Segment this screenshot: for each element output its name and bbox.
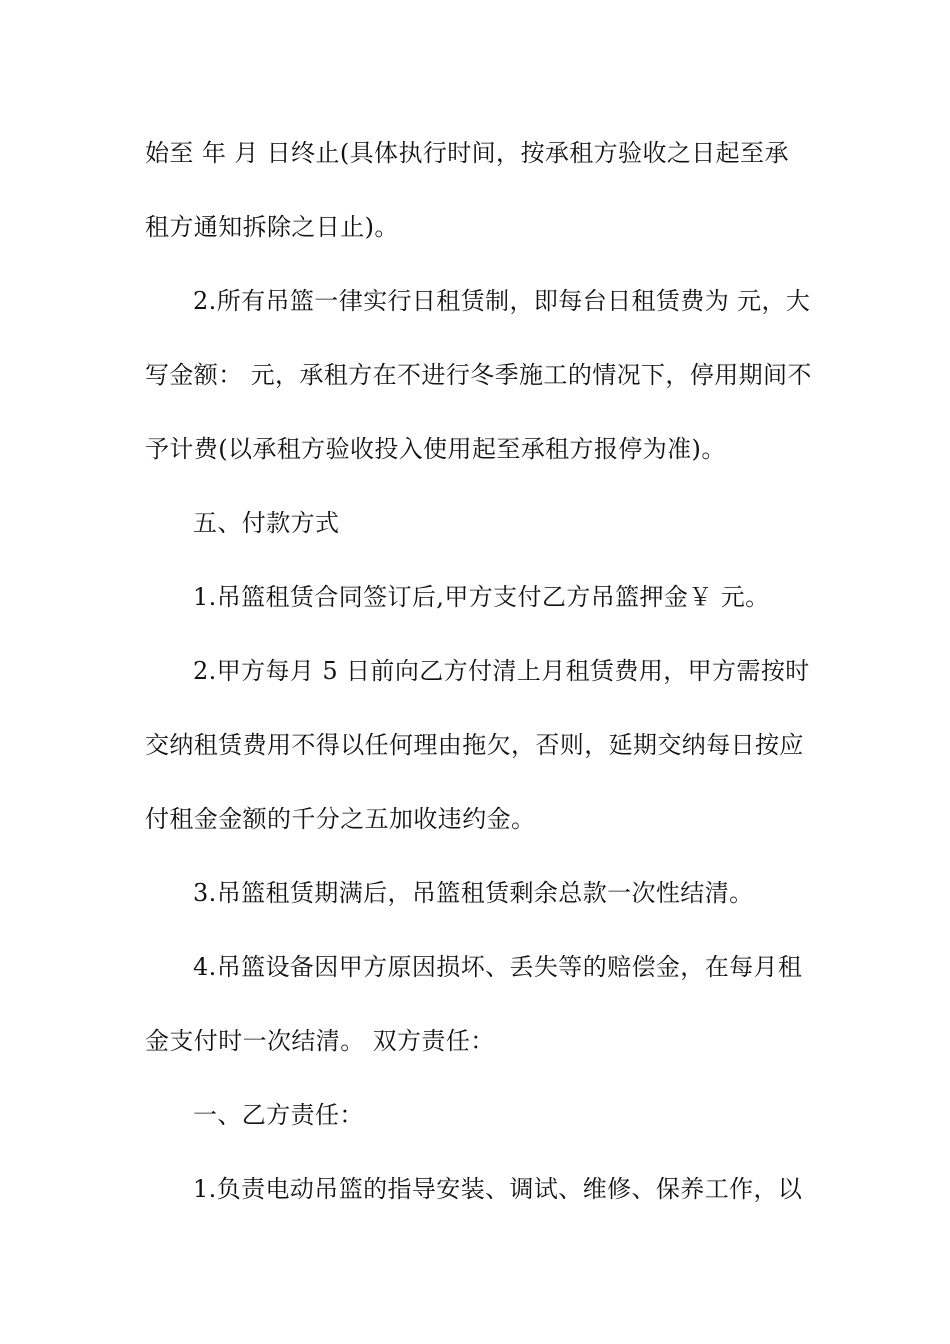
text-line: 付租金金额的千分之五加收违约金。 xyxy=(145,805,536,833)
text-line: 3.吊篮租赁期满后，吊篮租赁剩余总款一次性结清。 xyxy=(193,879,754,907)
text-line: 2.甲方每月 5 日前向乙方付清上月租赁费用，甲方需按时 xyxy=(193,657,810,685)
text-line: 4.吊篮设备因甲方原因损坏、丢失等的赔偿金，在每月租 xyxy=(193,953,803,981)
text-line: 始至 年 月 日终止(具体执行时间，按承租方验收之日起至承 xyxy=(145,139,789,167)
text-line: 1.负责电动吊篮的指导安装、调试、维修、保养工作，以 xyxy=(193,1175,803,1203)
text-line: 予计费(以承租方验收投入使用起至承租方报停为准)。 xyxy=(145,435,726,463)
text-line: 1.吊篮租赁合同签订后,甲方支付乙方吊篮押金￥ 元。 xyxy=(193,583,770,611)
section-heading: 五、付款方式 xyxy=(193,509,340,537)
text-line: 租方通知拆除之日止)。 xyxy=(145,213,399,241)
text-line: 交纳租赁费用不得以任何理由拖欠，否则，延期交纳每日按应 xyxy=(145,731,804,759)
text-line: 2.所有吊篮一律实行日租赁制，即每台日租赁费为 元，大 xyxy=(193,287,811,315)
section-heading: 一、乙方责任： xyxy=(193,1101,364,1129)
text-line: 金支付时一次结清。 双方责任： xyxy=(145,1027,495,1055)
text-line: 写金额： 元，承租方在不进行冬季施工的情况下，停用期间不 xyxy=(145,361,812,389)
